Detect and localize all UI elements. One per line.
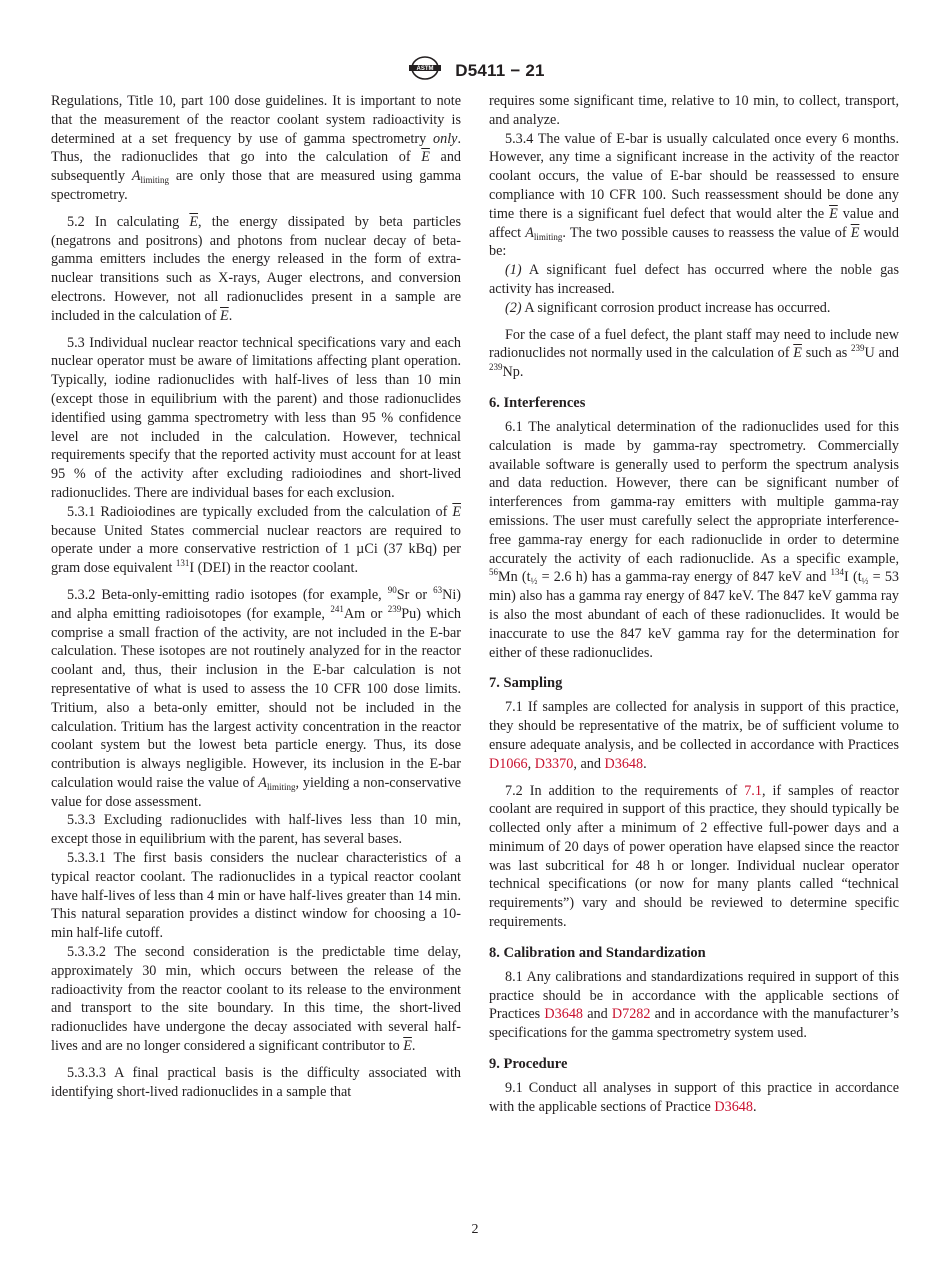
link-d7282[interactable]: D7282: [611, 1006, 651, 1023]
fuel-defect-paragraph: For the case of a fuel defect, the plant staff may need to include new radionuclides not normally used in the calculation of $\overline{E}$ such as $^{239}$U and $^{239}$Np.: [489, 326, 900, 381]
link-d3648[interactable]: D3648: [714, 1098, 753, 1115]
link-d1066[interactable]: D1066: [489, 755, 528, 772]
page-header: [0, 56, 950, 82]
paragraph-continued: Regulations, Title 10, part 100 dose guidelines. It is important to note that the measurement of the reactor coolant system radioactivity is determined at a set frequency by use of gamma spectrometry only. Thus, the radionuclides that go into the calculation of $\overline{E}$ and subsequently $A_{limiting}$ are only those that are measured using gamma spectrometry.: [51, 93, 462, 203]
heading-interferences: 6. Interferences: [489, 394, 586, 411]
link-d3648[interactable]: D3648: [604, 755, 644, 772]
link-section-7-1[interactable]: 7.1: [744, 782, 762, 799]
section-5-3-2: 5.3.2 Beta-only-emitting radio isotopes (for example, $^{90}$Sr or $^{63}$Ni) and alpha emitting radioisotopes (for example, $^{241}$Am or $^{239}$Pu) which comprise a small fraction of the activity, are not included in the E-bar calculation. These isotopes are not routinely analyzed for in the reactor coolant and, thus, their inclusion in the E-bar calculation is not representative of what is used to assess the 10 CFR 100 dose limits. Tritium, also a beta-only emitter, should not be included in the calculation. Tritium has the largest activity concentration in the reactor coolant system but the lowest beta particle energy. Thus, its dose contribution is always negligible. However, its inclusion in the E-bar calculation would raise the value of $A_{limiting}$, yielding a non-conservative value for dose assessment.: [51, 584, 462, 810]
section-5-3-3-2: 5.3.3.2 The second consideration is the predictable time delay, approximately 30 min, which occurs between the release of the radioactivity from the reactor coolant to its release to the environment and transport to the site boundary. In this time, the short-lived radionuclides have undergone the decay associated with several half-lives and are no longer considered a significant contributor to $\overline{E}$.: [51, 944, 461, 1055]
heading-sampling: 7. Sampling: [489, 675, 563, 692]
document-id: D5411 − 21: [455, 60, 545, 80]
svg-text:ASTM: ASTM: [416, 66, 434, 72]
section-5-3-3-1: 5.3.3.1 The first basis considers the nuclear characteristics of a typical reactor coolant. The radionuclides in a typical reactor coolant have half-lives of less than 4 min or have half-lives greater than 14 min. This natural separation provides a distinct window for choosing a 10-min half-life cutoff.: [51, 850, 461, 942]
section-7-2: 7.2 In addition to the requirements of 7.1, if samples of reactor coolant are required in support of this practice, they should typically be collected only after a minimum of 2 effective full-power days and a minimum of 20 days of power operation have elapsed since the reactor was last subcritical for 48 h or longer. Individual nuclear operator technical specifications (or now for many plants called “technical requirements”) vary and should be reviewed to determine specific requirements.: [489, 782, 899, 931]
list-item-2: (2) A significant corrosion product increase has occurred.: [505, 299, 831, 316]
section-5-3-4: 5.3.4 The value of E-bar is usually calculated once every 6 months. However, any time a significant increase in the activity of the reactor coolant occurs, the value of E-bar should be reassessed to ensure compliance with 10 CFR 100. Such reassessment should be done any time there is a significant fuel defect that would alter the $\overline{E}$ value and affect $A_{limiting}$. The two possible causes to reassess the value of $\overline{E}$ would be:: [489, 130, 899, 260]
section-5-2: 5.2 In calculating $\overline{E}$, the energy dissipated by beta particles (negatrons and positrons) and photons from nuclear decay of beta-gamma emitters includes the energy released in the form of extra-nuclear transitions such as X-rays, Auger electrons, and conversion electrons. However, not all radionuclides present in a sample are included in the calculation of $\overline{E}$.: [51, 213, 461, 324]
list-item-1: (1) A significant fuel defect has occurred where the noble gas activity has increased.: [489, 262, 900, 297]
section-9-1: 9.1 Conduct all analyses in support of this practice in accordance with the applicable sections of Practice D3648.: [489, 1080, 899, 1115]
link-d3370[interactable]: D3370: [534, 755, 574, 772]
section-5-3-3: 5.3.3 Excluding radionuclides with half-lives less than 10 min, except those in equilibrium with the parent, has several bases.: [51, 812, 461, 848]
section-5-3-3-3: 5.3.3.3 A final practical basis is the difficulty associated with identifying short-lived radionuclides in a sample that: [51, 1064, 461, 1100]
section-5-3-1: 5.3.1 Radioiodines are typically excluded from the calculation of $\overline{E}$ because United States commercial nuclear reactors are required to operate under a more conservative restriction of 1 µCi (37 kBq) per gram dose equivalent $^{131}$I (DEI) in the reactor coolant.: [51, 503, 461, 577]
heading-calibration: 8. Calibration and Standardization: [489, 944, 706, 961]
section-8-1: 8.1 Any calibrations and standardizations required in support of this practice should be in accordance with the applicable sections of Practices D3648 and D7282 and in accordance with the manufacturer’s specifications for the gamma spectrometry system used.: [489, 968, 899, 1042]
section-6-1: 6.1 The analytical determination of the radionuclides used for this calculation is made by gamma-ray spectrometry. Commercially available software is generally used to perform the spectrum analysis and data reduction. However, there can be significant number of interferences from gamma-ray emitters with multiple gamma-ray emissions. The user must carefully select the appropriate interference-free gamma-ray energy for each radionuclide in order to determine accurately the activity of each radionuclide. As a specific example, $^{56}$Mn ($t_{\frac{1}{2}} = 2.6$ h) has a gamma-ray energy of 847 keV and $^{134}$I ($t_{\frac{1}{2}} = 53$ min) also has a gamma ray energy of 847 keV. The 847 keV gamma ray is also the most abundant of each of these radionuclides. It would be inaccurate to use the 847 keV gamma ray for the determination for either of these radionuclides.: [489, 418, 900, 661]
left-column: [51, 92, 461, 1101]
right-column: [489, 92, 899, 1117]
section-7-1: 7.1 If samples are collected for analysis in support of this practice, they should be representative of the matrix, be of sufficient volume to ensure adequate analysis, and be collected in accordance with Practices D1066, D3370, and D3648.: [489, 699, 899, 772]
paragraph-continued-right: requires some significant time, relative to 10 min, to collect, transport, and analyze.: [489, 93, 899, 128]
astm-logo-icon: [405, 56, 445, 85]
section-5-3: 5.3 Individual nuclear reactor technical specifications vary and each nuclear operator must be aware of limitations affecting plant operation. Typically, iodine radionuclides with half-lives of less than 10 min (except those in equilibrium with the parent) and those radionuclides identified using gamma spectrometry with less than 95 % confidence level are not included in the calculation. However, technical requirements specify that the reported activity must account for at least 95 % of the activity after excluding radioiodines and short-lived radionuclides. There are individual bases for each exclusion.: [51, 334, 461, 501]
heading-procedure: 9. Procedure: [489, 1056, 568, 1073]
page-number: 2: [471, 1222, 479, 1237]
link-d3648[interactable]: D3648: [544, 1006, 584, 1023]
